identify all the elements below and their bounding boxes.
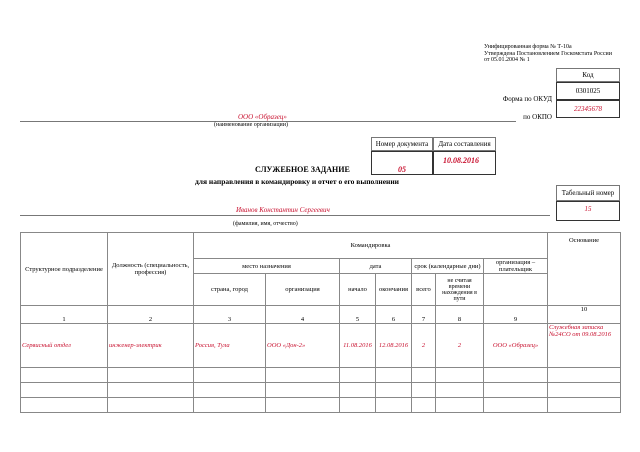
okud-value: 0301025 — [556, 82, 620, 100]
cell-org: ООО «Дон-2» — [266, 324, 340, 368]
h-position: Должность (специальность, профессия) — [108, 233, 194, 306]
table-row-empty — [21, 398, 621, 413]
col-number-1: 1 — [21, 306, 108, 324]
h-trip: Командировка — [194, 233, 548, 259]
h-basis: Основание — [548, 233, 621, 306]
tab-number-value: 15 — [556, 201, 620, 221]
cell-city: Россия, Тула — [194, 324, 266, 368]
col-number-9: 9 — [484, 306, 548, 324]
col-number-7: 7 — [412, 306, 436, 324]
form-line-2: Утверждена Постановлением Госкомстата России — [484, 50, 612, 57]
h-date: дата — [340, 259, 412, 274]
form-header — [484, 44, 634, 64]
document-subtitle: для направления в командировку и отчет о его выполнении — [195, 177, 399, 186]
col-number-3: 3 — [194, 306, 266, 324]
cell-position: инженер-электрик — [108, 324, 194, 368]
h-payer-sub — [484, 274, 548, 306]
cell-department: Сервисный отдел — [21, 324, 108, 368]
cell-start: 11.08.2016 — [340, 324, 376, 368]
h-payer: организация – плательщик — [484, 259, 548, 274]
doc-number-value: 05 — [398, 165, 406, 174]
form-line-1: Унифицированная форма № Т-10а — [484, 44, 572, 50]
trip-table — [20, 232, 621, 413]
tab-number-label: Табельный номер — [556, 185, 620, 201]
kod-header: Код — [556, 68, 620, 82]
h-term: срок (календарные дни) — [412, 259, 484, 274]
employee-name: Иванов Константин Сергеевич — [236, 206, 330, 214]
col-number-10: 10 — [548, 306, 621, 324]
col-number-2: 2 — [108, 306, 194, 324]
okud-label: Форма по ОКУД — [502, 95, 552, 103]
h-org: организация — [266, 274, 340, 306]
h-country: страна, город — [194, 274, 266, 306]
h-end: окончания — [376, 274, 412, 306]
cell-net: 2 — [436, 324, 484, 368]
okpo-value: 22345678 — [556, 100, 620, 118]
h-notcounting: не считая времени нахождения в пути — [436, 274, 484, 306]
form-line-3: от 05.01.2004 № 1 — [484, 57, 530, 64]
employee-underline — [20, 215, 550, 216]
cell-payer: ООО «Образец» — [484, 324, 548, 368]
h-struct: Структурное подразделение — [21, 233, 108, 306]
table-row-empty — [21, 383, 621, 398]
organization-name: ООО «Образец» — [238, 113, 287, 121]
doc-date-label: Дата составления — [433, 137, 496, 151]
h-destination: место назначения — [194, 259, 340, 274]
col-number-5: 5 — [340, 306, 376, 324]
col-number-4: 4 — [266, 306, 340, 324]
okpo-label: по ОКПО — [523, 113, 552, 121]
cell-end: 12.08.2016 — [376, 324, 412, 368]
cell-total: 2 — [412, 324, 436, 368]
document-title: СЛУЖЕБНОЕ ЗАДАНИЕ — [255, 165, 350, 174]
doc-number-label: Номер документа — [371, 137, 433, 151]
col-number-6: 6 — [376, 306, 412, 324]
h-start: начало — [340, 274, 376, 306]
table-row — [21, 324, 621, 368]
cell-basis: Служебная записка №24СО от 09.08.2016 — [548, 324, 621, 368]
table-row-empty — [21, 368, 621, 383]
h-total: всего — [412, 274, 436, 306]
col-number-8: 8 — [436, 306, 484, 324]
organization-caption: (наименование организации) — [214, 122, 288, 128]
employee-caption: (фамилия, имя, отчество) — [233, 221, 298, 227]
doc-date-value: 10.08.2016 — [443, 156, 479, 165]
